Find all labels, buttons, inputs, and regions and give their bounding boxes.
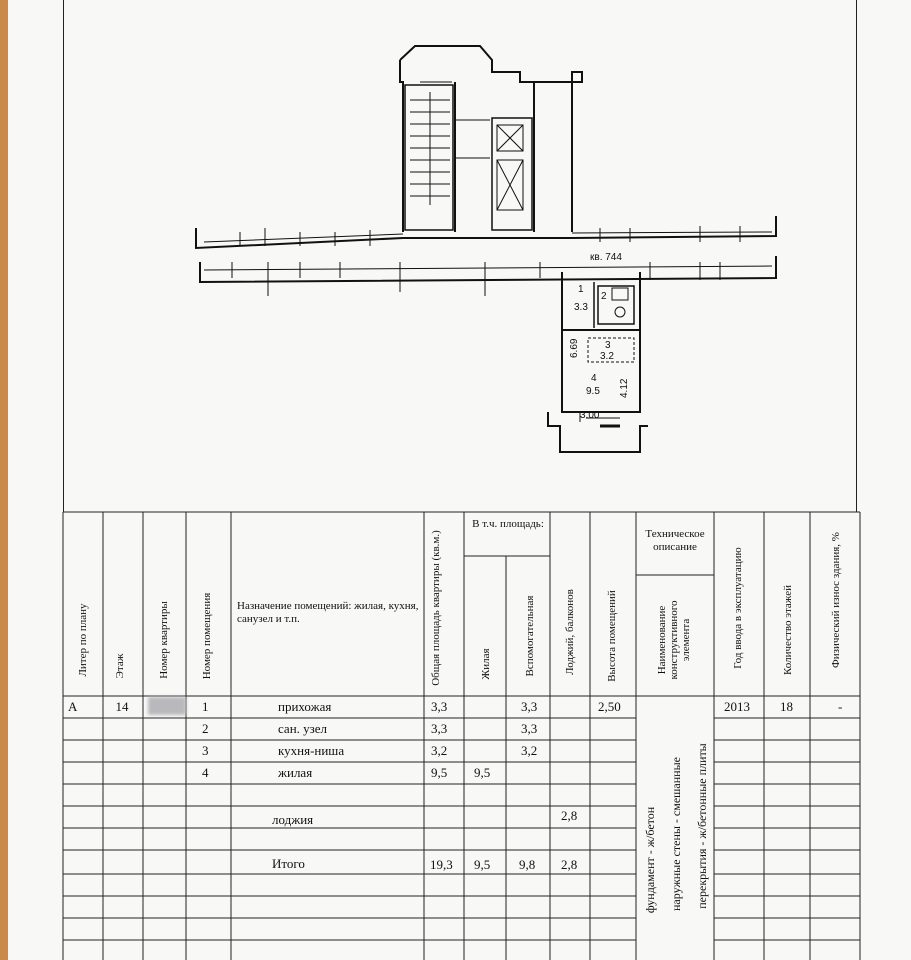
dim-width-label: 3.00 — [580, 410, 600, 421]
row3-total: 3,2 — [431, 743, 448, 758]
apartment-number-label: кв. 744 — [590, 252, 622, 263]
row2-purpose: сан. узел — [278, 721, 328, 736]
row4-room: 4 — [202, 765, 209, 780]
header-apartment-number: Номер квартиры — [158, 601, 170, 679]
row1-height: 2,50 — [598, 699, 621, 714]
loggia-purpose: лоджия — [272, 812, 314, 827]
total-loggia: 2,8 — [561, 857, 578, 872]
row1-purpose: прихожая — [278, 699, 332, 714]
row3-room: 3 — [202, 743, 209, 758]
room-3-area: 3.2 — [600, 351, 614, 362]
room-1-area: 3.3 — [574, 302, 588, 313]
row4-living: 9,5 — [474, 765, 491, 780]
header-room-height: Высота помещений — [606, 590, 618, 682]
header-wear: Физический износ здания, % — [830, 532, 842, 668]
total-aux: 9,8 — [519, 857, 536, 872]
row3-purpose: кухня-ниша — [278, 743, 345, 758]
room-2-number: 2 — [601, 291, 607, 302]
header-total-area: Общая площадь квартиры (кв.м.) — [430, 530, 442, 686]
row2-total: 3,3 — [431, 721, 448, 736]
row1-year: 2013 — [724, 699, 750, 714]
tech-walls: наружные стены - смешанные — [669, 757, 683, 911]
row1-aux: 3,3 — [521, 699, 538, 714]
total-label: Итого — [272, 856, 305, 871]
row1-wear: - — [838, 699, 843, 714]
header-living: Жилая — [480, 648, 492, 680]
header-floors-count: Количество этажей — [782, 584, 794, 676]
redacted-apartment-number — [148, 697, 186, 715]
row1-floor: 14 — [115, 699, 129, 714]
header-room-number: Номер помещения — [201, 592, 213, 680]
row1-total: 3,3 — [431, 699, 448, 714]
row1-litera: А — [68, 699, 78, 714]
tech-foundation: фундамент - ж/бетон — [643, 806, 657, 914]
row4-total: 9,5 — [431, 765, 448, 780]
tech-slabs: перекрытия - ж/бетонные плиты — [695, 743, 709, 909]
total-living: 9,5 — [474, 857, 491, 872]
row1-floors: 18 — [780, 699, 793, 714]
header-floor: Этаж — [114, 653, 126, 679]
header-litera: Литер по плану — [77, 603, 89, 677]
loggia-area: 2,8 — [561, 808, 578, 823]
header-auxiliary: Вспомогательная — [524, 595, 536, 677]
header-year: Год ввода в эксплуатацию — [732, 547, 744, 669]
room-4-number: 4 — [591, 373, 597, 384]
row1-room: 1 — [202, 699, 209, 714]
room-3-number: 3 — [605, 340, 611, 351]
room-1-number: 1 — [578, 284, 584, 295]
row3-aux: 3,2 — [521, 743, 538, 758]
header-incl-area: В т.ч. площадь: — [472, 518, 544, 530]
room-4-area: 9.5 — [586, 386, 600, 397]
dim-height-label: 6.69 — [569, 338, 580, 358]
row2-aux: 3,3 — [521, 721, 538, 736]
header-purpose: Назначение помещений: жилая, кухня, санузел и т.п. — [237, 600, 419, 625]
total-area: 19,3 — [430, 857, 453, 872]
row2-room: 2 — [202, 721, 209, 736]
header-tech-description: Техническое описание — [645, 528, 705, 553]
dim-room4-height-label: 4.12 — [619, 378, 630, 398]
row4-purpose: жилая — [278, 765, 313, 780]
header-element-name: Наименование конструктивного элемента — [656, 600, 692, 680]
header-loggias: Лоджий, балконов — [564, 589, 576, 675]
